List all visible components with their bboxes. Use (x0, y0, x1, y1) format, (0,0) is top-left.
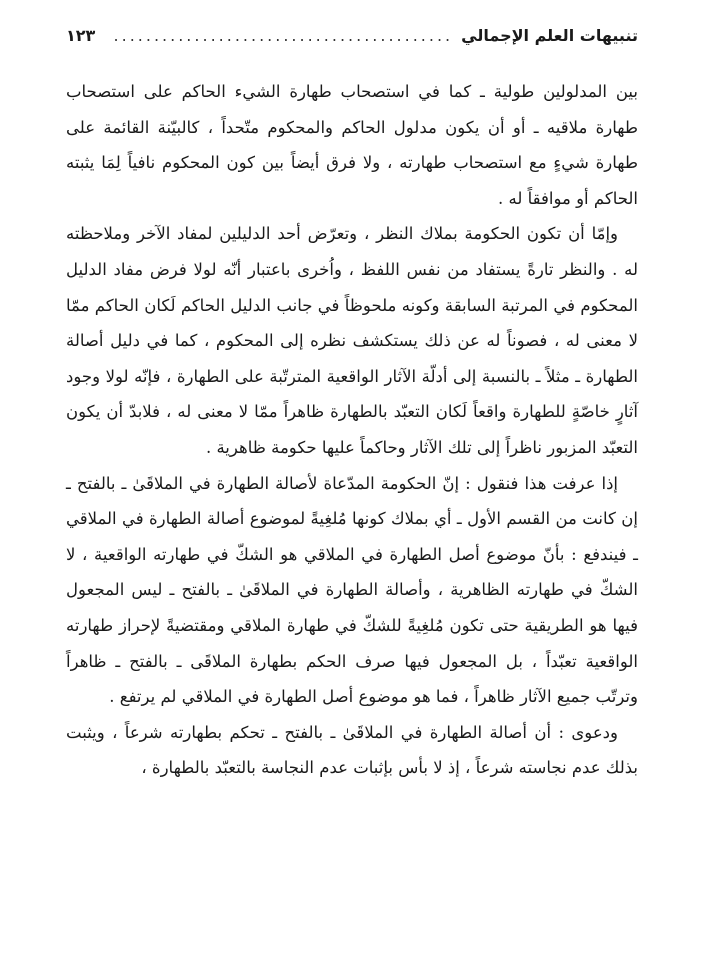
book-page (66, 26, 638, 978)
body-text (66, 74, 638, 786)
paragraph: وإمّا أن تكون الحكومة بملاك النظر ، وتعرّض أحد الدليلين لمفاد الآخر وملاحظته له . والنظر تارةً يستفاد من نفس اللفظ ، واُخرى باعتبار أنّه لولا فرض مفاد الدليل المحكوم في المرتبة السابقة وكونه ملحوظاً في جانب الدليل الحاكم لَكان الحاكم ممّا لا معنى له ، فصوناً له عن ذلك يستكشف نظره إلى المحكوم ، كما في دليل أصالة الطهارة ـ مثلاً ـ بالنسبة إلى أدلّة الآثار الواقعية المترتّبة على الطهارة ، فإنّه لولا وجود آثارٍ خاصّةٍ للطهارة واقعاً لَكان التعبّد بالطهارة ظاهراً ممّا لا معنى له ، فلابدّ أن يكون التعبّد المزبور ناظراً إلى تلك الآثار وحاكماً عليها حكومة ظاهرية . (66, 224, 638, 457)
running-title: تنبيهات العلم الإجمالي (461, 26, 638, 45)
leader-dots: .......................................... (113, 26, 454, 45)
running-header (66, 26, 638, 58)
paragraph: إذا عرفت هذا فنقول : إنّ الحكومة المدّعاة لأصالة الطهارة في الملاقَىٰ ـ بالفتح ـ إن كانت من القسم الأول ـ أي بملاك كونها مُلغِيةً لموضوع أصالة الطهارة في الملاقي ـ فيندفع : بأنّ موضوع أصل الطهارة في الملاقي هو الشكّ في طهارته الواقعية ، لا الشكّ في طهارته الظاهرية ، وأصالة الطهارة في الملاقَىٰ ـ بالفتح ـ ليس المجعول فيها هو الطريقية حتى تكون مُلغِيةً للشكّ في طهارة الملاقي ومقتضيةً لإحراز طهارته الواقعية تعبّداً ، بل المجعول فيها صرف الحكم بطهارة الملاقَى ـ بالفتح ـ ظاهراً وترتّب جميع الآثار ظاهراً ، فما هو موضوع أصل الطهارة في الملاقي لم يرتفع . (66, 473, 638, 707)
paragraph: بين المدلولين طولية ـ كما في استصحاب طهارة الشيء الحاكم على استصحاب طهارة ملاقيه ـ أو أن يكون مدلول الحاكم والمحكوم متّحداً ، كالبيّنة القائمة على طهارة شيءٍ مع استصحاب طهارته ، ولا فرق أيضاً بين كون المحكوم نافياً لِمَا يثبته الحاكم أو موافقاً له . (66, 82, 638, 208)
paragraph: ودعوى : أن أصالة الطهارة في الملاقَىٰ ـ بالفتح ـ تحكم بطهارته شرعاً ، ويثبت بذلك عدم نجاسته شرعاً ، إذ لا بأس بإثبات عدم النجاسة بالتعبّد بالطهارة ، (66, 722, 638, 778)
page-number: ١٢٣ (66, 26, 96, 45)
